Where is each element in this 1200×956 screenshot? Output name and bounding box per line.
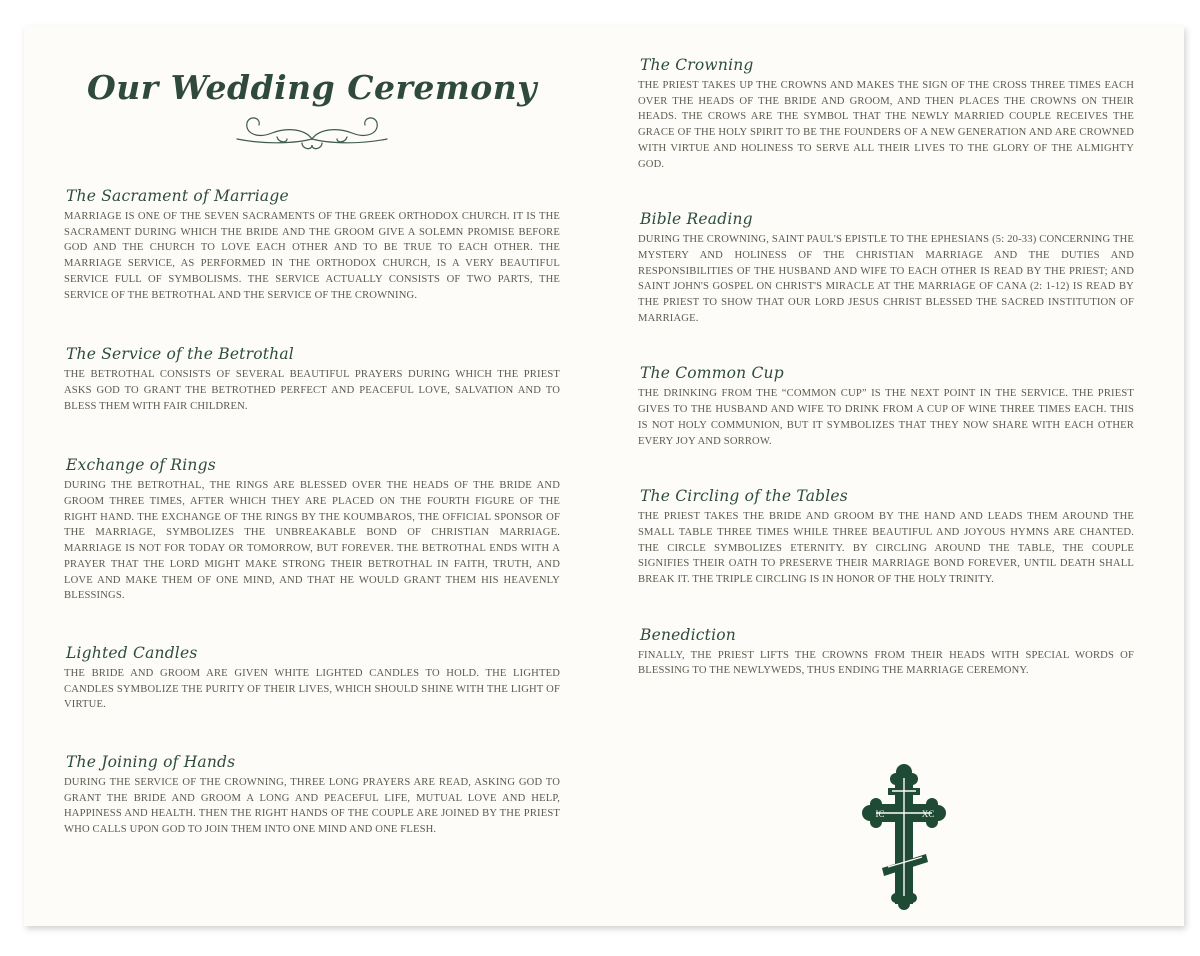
page-title: Our Wedding Ceremony [87, 68, 537, 107]
section-heading: Benediction [640, 625, 736, 644]
section-circling-of-tables [638, 487, 1134, 588]
section-crowning [638, 56, 1134, 172]
flourish-icon [217, 109, 407, 157]
section-body: THE PRIEST TAKES THE BRIDE AND GROOM BY THE HAND AND LEADS THEM AROUND THE SMALL TABLE THREE TIMES WHILE THREE BEAUTIFUL AND JOYOUS HYMNS ARE CHANTED. THE CIRCLE SYMBOLIZES ETERNITY. BY CIRCLING AROUND THE TABLE, THE COUPLE SIGNIFIES THEIR OATH TO PRESERVE THEIR MARRIAGE BOND FOREVER, UNTIL DEATH SHALL BREAK IT. THE TRIPLE CIRCLING IS IN HONOR OF THE HOLY TRINITY. [638, 511, 1134, 586]
section-benediction [638, 626, 1134, 679]
section-body: THE DRINKING FROM THE “COMMON CUP” IS THE NEXT POINT IN THE SERVICE. THE PRIEST GIVES TO THE HUSBAND AND WIFE TO DRINK FROM A CUP OF WINE THREE TIMES EACH. THIS IS NOT HOLY COMMUNION, BUT IT SYMBOLIZES THAT THEY NOW SHARE WITH EACH OTHER EVERY JOY AND SORROW. [638, 388, 1134, 447]
section-body: THE BRIDE AND GROOM ARE GIVEN WHITE LIGHTED CANDLES TO HOLD. THE LIGHTED CANDLES SYMBOLIZE THE PURITY OF THEIR LIVES, WHICH SHOULD SHINE WITH THE LIGHT OF VIRTUE. [64, 667, 560, 711]
section-heading: Exchange of Rings [66, 456, 216, 475]
cross-right-mark: XC [921, 809, 935, 819]
left-column [64, 56, 560, 838]
program-page [24, 26, 1184, 926]
cross-left-mark: IC [875, 809, 885, 819]
section-body: THE PRIEST TAKES UP THE CROWNS AND MAKES THE SIGN OF THE CROSS THREE TIMES EACH OVER THE HEADS OF THE BRIDE AND GROOM, AND THEN PLACES THE CROWNS ON THEIR HEADS. THE CROWS ARE THE SYMBOL THAT THE NEWLY MARRIED COUPLE RECEIVES THE GRACE OF THE HOLY SPIRIT TO BE THE FOUNDERS OF A NEW GENERATION AND ARE CROWNED WITH VIRTUE AND HOLINESS TO SERVE ALL THEIR LIVES TO THE GLORY OF THE ALMIGHTY GOD. [638, 80, 1134, 170]
section-body: FINALLY, THE PRIEST LIFTS THE CROWNS FROM THEIR HEADS WITH SPECIAL WORDS OF BLESSING TO THE NEWLYWEDS, THUS ENDING THE MARRIAGE CEREMONY. [638, 649, 1134, 677]
section-heading: The Circling of the Tables [640, 487, 848, 506]
section-sacrament-of-marriage [64, 187, 560, 303]
right-column [638, 56, 1134, 679]
section-heading: Lighted Candles [66, 643, 198, 662]
section-body: DURING THE BETROTHAL, THE RINGS ARE BLESSED OVER THE HEADS OF THE BRIDE AND GROOM THREE TIMES, AFTER WHICH THEY ARE PLACED ON THE FOURTH FIGURE OF THE RIGHT HAND. THE EXCHANGE OF THE RINGS BY THE KOUMBAROS, THE OFFICIAL SPONSOR OF THE MARRIAGE, SYMBOLIZES THE UNBREAKABLE BOND OF CHRISTIAN MARRIAGE. MARRIAGE IS NOT FOR TODAY OR TOMORROW, BUT FOREVER. THE BETROTHAL ENDS WITH A PRAYER THAT THE LORD MIGHT MAKE STRONG THEIR BETROTHAL IN FAITH, TRUTH, AND LOVE AND MAKE THEM OF ONE MIND, AND THAT HE WOULD GRANT THEM HIS HEAVENLY BLESSINGS. [64, 480, 560, 602]
section-heading: Bible Reading [640, 210, 753, 229]
section-heading: The Service of the Betrothal [66, 345, 294, 364]
section-body: MARRIAGE IS ONE OF THE SEVEN SACRAMENTS OF THE GREEK ORTHODOX CHURCH. IT IS THE SACRAMENT DURING WHICH THE BRIDE AND THE GROOM GIVE A SOLEMN PROMISE BEFORE GOD AND THE CHURCH TO LOVE EACH OTHER AND TO BE TRUE TO EACH OTHER. THE MARRIAGE SERVICE, AS PERFORMED IN THE ORTHODOX CHURCH, IS A VERY BEAUTIFUL SERVICE FULL OF SYMBOLISMS. THE SERVICE ACTUALLY CONSISTS OF TWO PARTS, THE SERVICE OF THE BETROTHAL AND THE SERVICE OF THE CROWNING. [64, 211, 560, 301]
section-exchange-of-rings [64, 456, 560, 604]
section-common-cup [638, 364, 1134, 449]
section-heading: The Crowning [640, 56, 754, 74]
orthodox-cross-icon [860, 764, 948, 910]
section-bible-reading [638, 210, 1134, 326]
section-joining-of-hands [64, 753, 560, 838]
section-service-of-betrothal [64, 345, 560, 414]
section-body: DURING THE CROWNING, SAINT PAUL'S EPISTLE TO THE EPHESIANS (5: 20-33) CONCERNING THE MYSTERY AND HOLINESS OF THE CHRISTIAN MARRIAGE AND THE DUTIES AND RESPONSIBILITIES OF THE HUSBAND AND WIFE TO EACH OTHER IS READ BY THE PRIEST; AND SAINT JOHN'S GOSPEL ON CHRIST'S MIRACLE AT THE MARRIAGE OF CANA (2: 1-12) IS READ BY THE PRIEST TO SHOW THAT OUR LORD JESUS CHRIST BLESSED THE SACRED INSTITUTION OF MARRIAGE. [638, 234, 1134, 324]
section-lighted-candles [64, 644, 560, 713]
section-heading: The Sacrament of Marriage [66, 187, 289, 205]
section-body: DURING THE SERVICE OF THE CROWNING, THREE LONG PRAYERS ARE READ, ASKING GOD TO GRANT THE BRIDE AND GROOM A LONG AND PEACEFUL LIFE, MUTUAL LOVE AND HELP, HAPPINESS AND HEALTH. THEN THE RIGHT HANDS OF THE COUPLE ARE JOINED BY THE PRIEST WHO CALLS UPON GOD TO JOIN THEM INTO ONE MIND AND ONE FLESH. [64, 777, 560, 836]
section-heading: The Joining of Hands [66, 753, 236, 772]
section-body: THE BETROTHAL CONSISTS OF SEVERAL BEAUTIFUL PRAYERS DURING WHICH THE PRIEST ASKS GOD TO GRANT THE BETROTHED PERFECT AND PEACEFUL LOVE, SALVATION AND TO BLESS THEM WITH FAIR CHILDREN. [64, 369, 560, 412]
section-heading: The Common Cup [640, 364, 784, 383]
